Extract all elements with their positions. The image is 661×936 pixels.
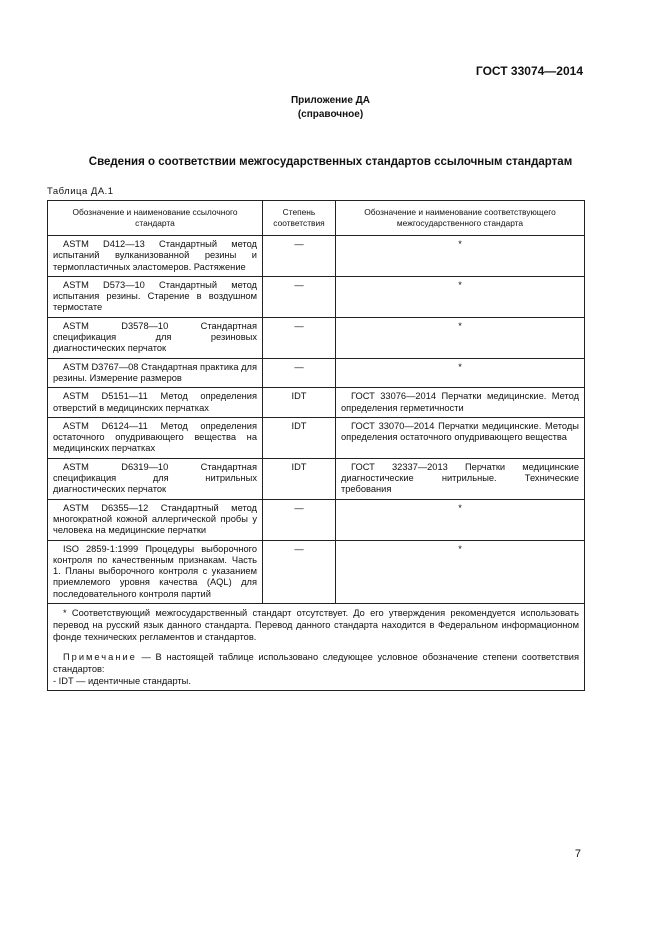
header-reference-standard: Обозначение и наименование ссылочного стандарта <box>48 201 263 236</box>
footnote: * Соответствующий межгосударственный стандарт отсутствует. До его утверждения рекомендуется использовать перевод на русский язык данного стандарта. Перевод данного стандарта находится в Федеральном информационном фонде технических регламентов и стандартов. <box>53 608 579 643</box>
reference-standard-cell: ISO 2859-1:1999 Процедуры выборочного контроля по качественным признакам. Часть 1. Планы выборочного контроля с указанием приемлемого уровня качества (AQL) для последовательного контроля партий <box>48 540 263 603</box>
interstate-standard-cell: * <box>336 358 585 388</box>
interstate-standard-cell: ГОСТ 32337—2013 Перчатки медицинские диагностические нитрильные. Технические требования <box>336 458 585 499</box>
reference-standard-cell: ASTM D3578—10 Стандартная спецификация для резиновых диагностических перчаток <box>48 317 263 358</box>
note-item: - IDT — идентичные стандарты. <box>53 676 191 687</box>
interstate-standard-cell: * <box>336 317 585 358</box>
table-row <box>48 417 585 458</box>
degree-cell: — <box>263 236 336 277</box>
interstate-standard-cell: * <box>336 276 585 317</box>
page-number: 7 <box>574 848 581 860</box>
table-header-row <box>48 201 585 236</box>
table-row <box>48 458 585 499</box>
table-row <box>48 540 585 603</box>
reference-standard-cell: ASTM D3767—08 Стандартная практика для резины. Измерение размеров <box>48 358 263 388</box>
appendix-subtitle: (справочное) <box>297 109 364 120</box>
note-label: Примечание <box>63 652 137 663</box>
table-row <box>48 358 585 388</box>
reference-standard-cell: ASTM D573—10 Стандартный метод испытания резины. Старение в воздушном термостате <box>48 276 263 317</box>
degree-cell: — <box>263 317 336 358</box>
degree-cell: IDT <box>263 388 336 418</box>
note-text: — В настоящей таблице использовано следующее условное обозначение степени соответствия стандартов: <box>53 652 579 675</box>
appendix-title: Приложение ДА <box>290 95 371 106</box>
reference-standard-cell: ASTM D6124—11 Метод определения остаточного опудривающего вещества на медицинских перчатках <box>48 417 263 458</box>
table-row <box>48 236 585 277</box>
degree-cell: — <box>263 276 336 317</box>
reference-standard-cell: ASTM D6319—10 Стандартная спецификация для нитрильных диагностических перчаток <box>48 458 263 499</box>
header-degree: Степень соответствия <box>263 201 336 236</box>
table-footer <box>48 604 585 691</box>
degree-cell: — <box>263 540 336 603</box>
appendix-heading <box>0 94 661 122</box>
correspondence-table <box>47 200 585 691</box>
interstate-standard-cell: ГОСТ 33076—2014 Перчатки медицинские. Метод определения герметичности <box>336 388 585 418</box>
degree-cell: — <box>263 499 336 540</box>
table-row <box>48 499 585 540</box>
degree-cell: IDT <box>263 458 336 499</box>
interstate-standard-cell: * <box>336 499 585 540</box>
interstate-standard-cell: ГОСТ 33070—2014 Перчатки медицинские. Методы определения остаточного опудривающего вещества <box>336 417 585 458</box>
degree-cell: — <box>263 358 336 388</box>
reference-standard-cell: ASTM D5151—11 Метод определения отверстий в медицинских перчатках <box>48 388 263 418</box>
header-interstate-standard: Обозначение и наименование соответствующего межгосударственного стандарта <box>336 201 585 236</box>
degree-cell: IDT <box>263 417 336 458</box>
table-caption: Таблица ДА.1 <box>47 186 114 197</box>
table-row <box>48 388 585 418</box>
table-footer-row <box>48 604 585 691</box>
page-title: Сведения о соответствии межгосударственных стандартов ссылочным стандартам <box>88 156 573 168</box>
interstate-standard-cell: * <box>336 236 585 277</box>
document-code: ГОСТ 33074—2014 <box>475 64 583 78</box>
table-row <box>48 276 585 317</box>
reference-standard-cell: ASTM D6355—12 Стандартный метод многократной кожной аллергической пробы у человека на медицинские перчатки <box>48 499 263 540</box>
reference-standard-cell: ASTM D412—13 Стандартный метод испытаний вулканизованной резины и термопластичных эластомеров. Растяжение <box>48 236 263 277</box>
note <box>53 651 579 675</box>
table-row <box>48 317 585 358</box>
interstate-standard-cell: * <box>336 540 585 603</box>
